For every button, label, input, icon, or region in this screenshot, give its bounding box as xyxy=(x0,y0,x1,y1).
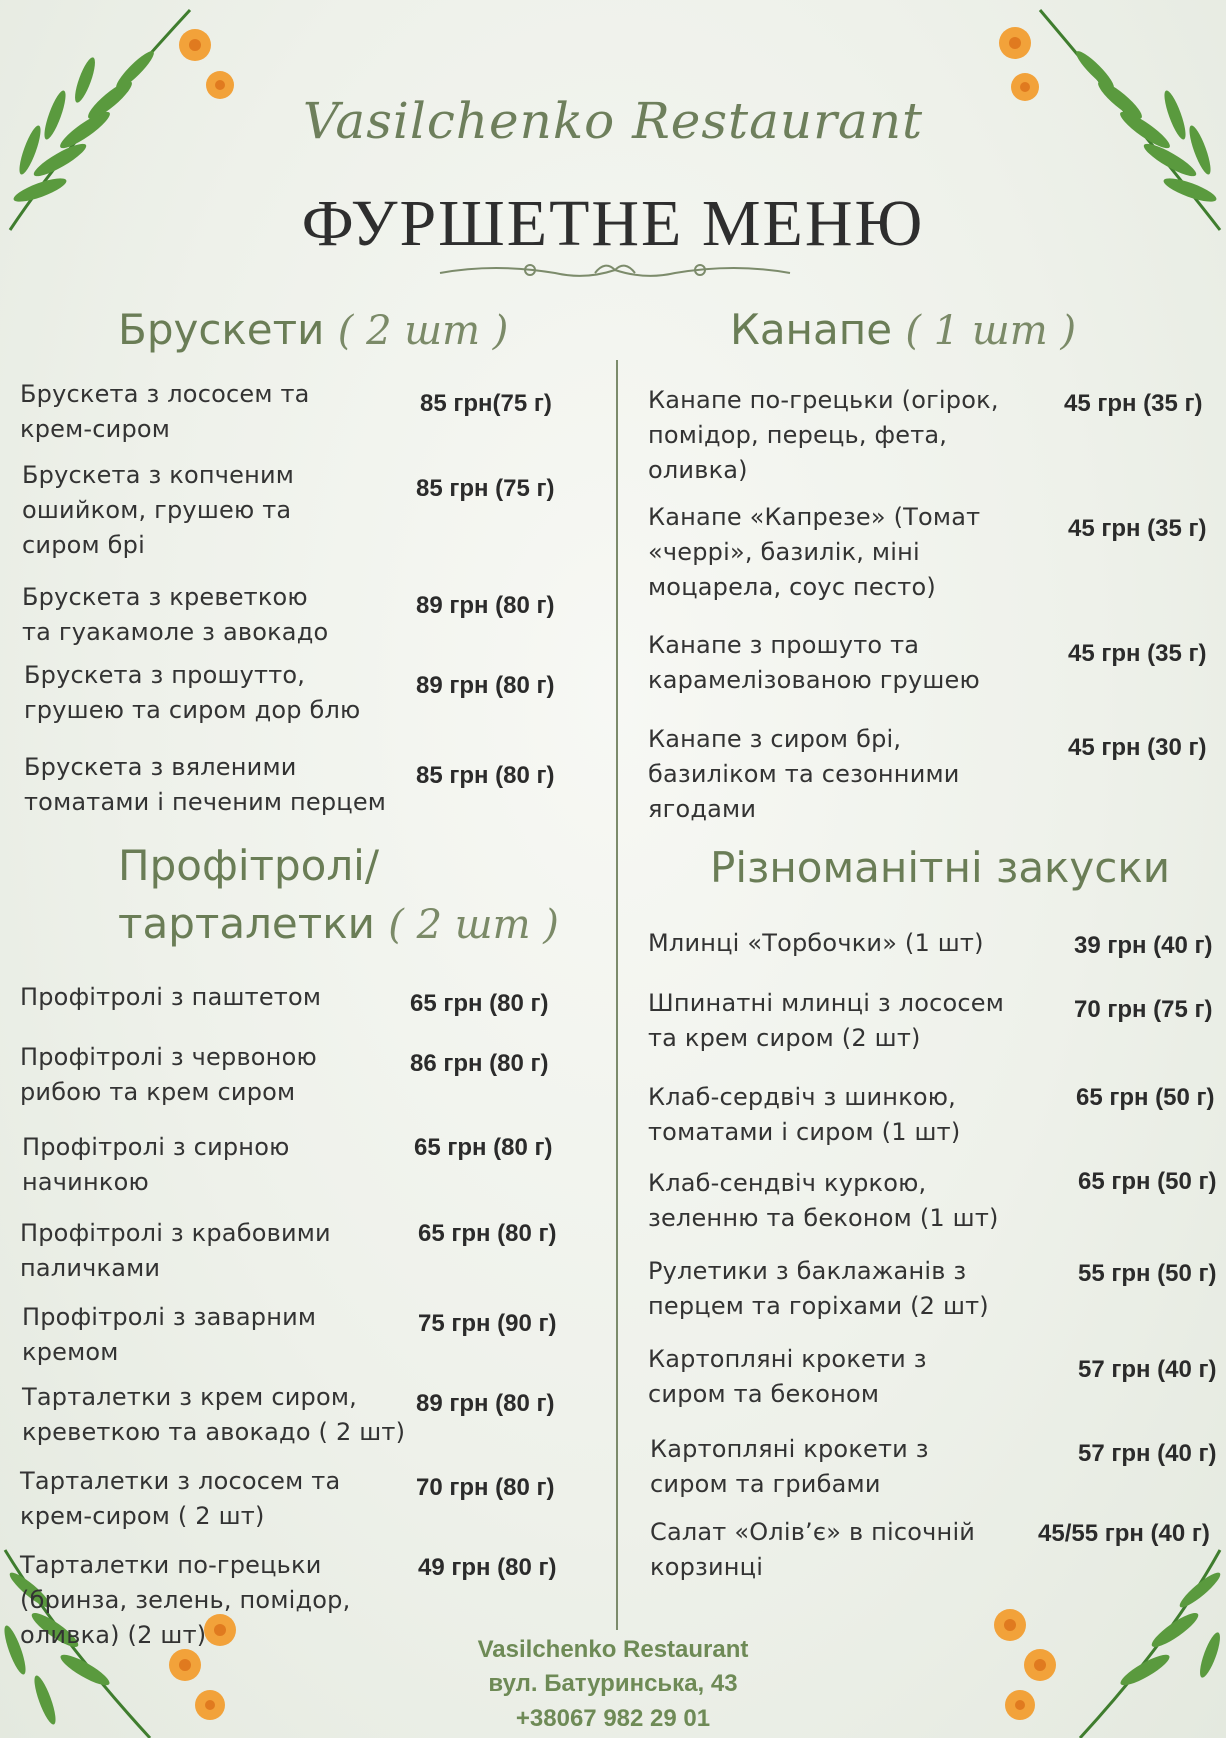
list-item: Картопляні крокети з сиром та грибами xyxy=(650,1435,929,1498)
list-item: Брускета з лососем та крем-сиром xyxy=(20,380,310,443)
item-price: 70 грн (80 г) xyxy=(416,1474,555,1501)
section-title-bruschetta xyxy=(118,302,508,359)
section-title-text: Профітролі/ xyxy=(118,841,380,890)
brand-name: Vasilchenko Restaurant xyxy=(302,92,924,150)
item-price: 86 грн (80 г) xyxy=(410,1050,549,1077)
footer-name: Vasilchenko Restaurant xyxy=(477,1636,749,1663)
item-price: 55 грн (50 г) xyxy=(1078,1260,1217,1287)
list-item: Профітролі з сирною начинкою xyxy=(22,1133,290,1196)
list-item: Тарталетки по-грецьки (бринза, зелень, помідор, оливка) (2 шт) xyxy=(20,1551,351,1649)
item-price: 89 грн (80 г) xyxy=(416,672,555,699)
footer-address: вул. Батуринська, 43 xyxy=(488,1670,738,1697)
list-item: Брускета з вяленими томатами і печеним перцем xyxy=(24,753,387,816)
list-item: Рулетики з баклажанів з перцем та горіхами (2 шт) xyxy=(648,1257,989,1320)
item-price: 75 грн (90 г) xyxy=(418,1310,557,1337)
list-item: Тарталетки з крем сиром, креветкою та авокадо ( 2 шт) xyxy=(22,1383,406,1446)
list-item: Профітролі з червоною рибою та крем сиром xyxy=(20,1043,317,1106)
flourish-icon xyxy=(435,258,795,288)
list-item: Профітролі з паштетом xyxy=(20,983,322,1011)
section-title-text: Канапе xyxy=(730,305,893,354)
section-title-canape xyxy=(730,302,1076,359)
section-title-snacks xyxy=(710,840,1170,896)
column-divider xyxy=(616,360,618,1630)
item-price: 89 грн (80 г) xyxy=(416,592,555,619)
list-item: Шпинатні млинці з лососем та крем сиром (2 шт) xyxy=(648,989,1005,1052)
item-price: 65 грн (80 г) xyxy=(418,1220,557,1247)
list-item: Брускета з копченим ошийком, грушею та сиром брі xyxy=(22,461,295,559)
list-item: Млинці «Торбочки» (1 шт) xyxy=(648,929,984,957)
section-title-text: Різноманітні закуски xyxy=(710,843,1171,892)
footer-phone: +38067 982 29 01 xyxy=(515,1705,711,1732)
item-price: 45 грн (35 г) xyxy=(1068,640,1207,667)
section-qty: ( 2 шт ) xyxy=(337,308,509,354)
item-price: 89 грн (80 г) xyxy=(416,1390,555,1417)
item-price: 39 грн (40 г) xyxy=(1074,932,1213,959)
item-price: 57 грн (40 г) xyxy=(1078,1440,1217,1467)
list-item: Канапе «Капрезе» (Томат «черрі», базилік, міні моцарела, соус песто) xyxy=(648,503,981,601)
item-price: 45/55 грн (40 г) xyxy=(1038,1520,1210,1547)
item-price: 85 грн (75 г) xyxy=(416,475,555,502)
list-item: Клаб-сендвіч куркою, зеленню та беконом (1 шт) xyxy=(648,1169,999,1232)
item-price: 85 грн (80 г) xyxy=(416,762,555,789)
item-price: 45 грн (35 г) xyxy=(1068,515,1207,542)
section-qty: ( 1 шт ) xyxy=(905,308,1077,354)
list-item: Профітролі з крабовими паличками xyxy=(20,1219,331,1282)
list-item: Профітролі з заварним кремом xyxy=(22,1303,317,1366)
list-item: Канапе з сиром брі, базиліком та сезонними ягодами xyxy=(648,725,960,823)
item-price: 70 грн (75 г) xyxy=(1074,996,1213,1023)
item-price: 45 грн (30 г) xyxy=(1068,734,1207,761)
item-price: 65 грн (80 г) xyxy=(414,1134,553,1161)
section-qty: ( 2 шт ) xyxy=(388,902,559,948)
item-price: 57 грн (40 г) xyxy=(1078,1356,1217,1383)
item-price: 65 грн (50 г) xyxy=(1076,1084,1215,1111)
list-item: Салат «Олів’є» в пісочній корзинці xyxy=(650,1518,976,1581)
page-title: ФУРШЕТНЕ МЕНЮ xyxy=(301,187,925,260)
list-item: Брускета з креветкою та гуакамоле з авокадо xyxy=(22,583,329,646)
list-item: Клаб-сердвіч з шинкою, томатами і сиром (1 шт) xyxy=(648,1083,961,1146)
item-price: 65 грн (80 г) xyxy=(410,990,549,1017)
section-title-profiteroles-line2 xyxy=(118,896,559,953)
item-price: 65 грн (50 г) xyxy=(1078,1168,1217,1195)
item-price: 85 грн(75 г) xyxy=(420,390,552,417)
item-price: 49 грн (80 г) xyxy=(418,1554,557,1581)
list-item: Канапе по-грецьки (огірок, помідор, перець, фета, оливка) xyxy=(648,386,999,484)
section-title-profiteroles xyxy=(118,838,379,894)
list-item: Канапе з прошуто та карамелізованою грушею xyxy=(648,631,980,694)
list-item: Картопляні крокети з сиром та беконом xyxy=(648,1345,927,1408)
section-title-text: Брускети xyxy=(118,305,325,354)
section-title-text: тарталетки xyxy=(118,899,375,948)
item-price: 45 грн (35 г) xyxy=(1064,390,1203,417)
list-item: Тарталетки з лососем та крем-сиром ( 2 шт) xyxy=(20,1467,341,1530)
list-item: Брускета з прошутто, грушею та сиром дор блю xyxy=(24,661,361,724)
